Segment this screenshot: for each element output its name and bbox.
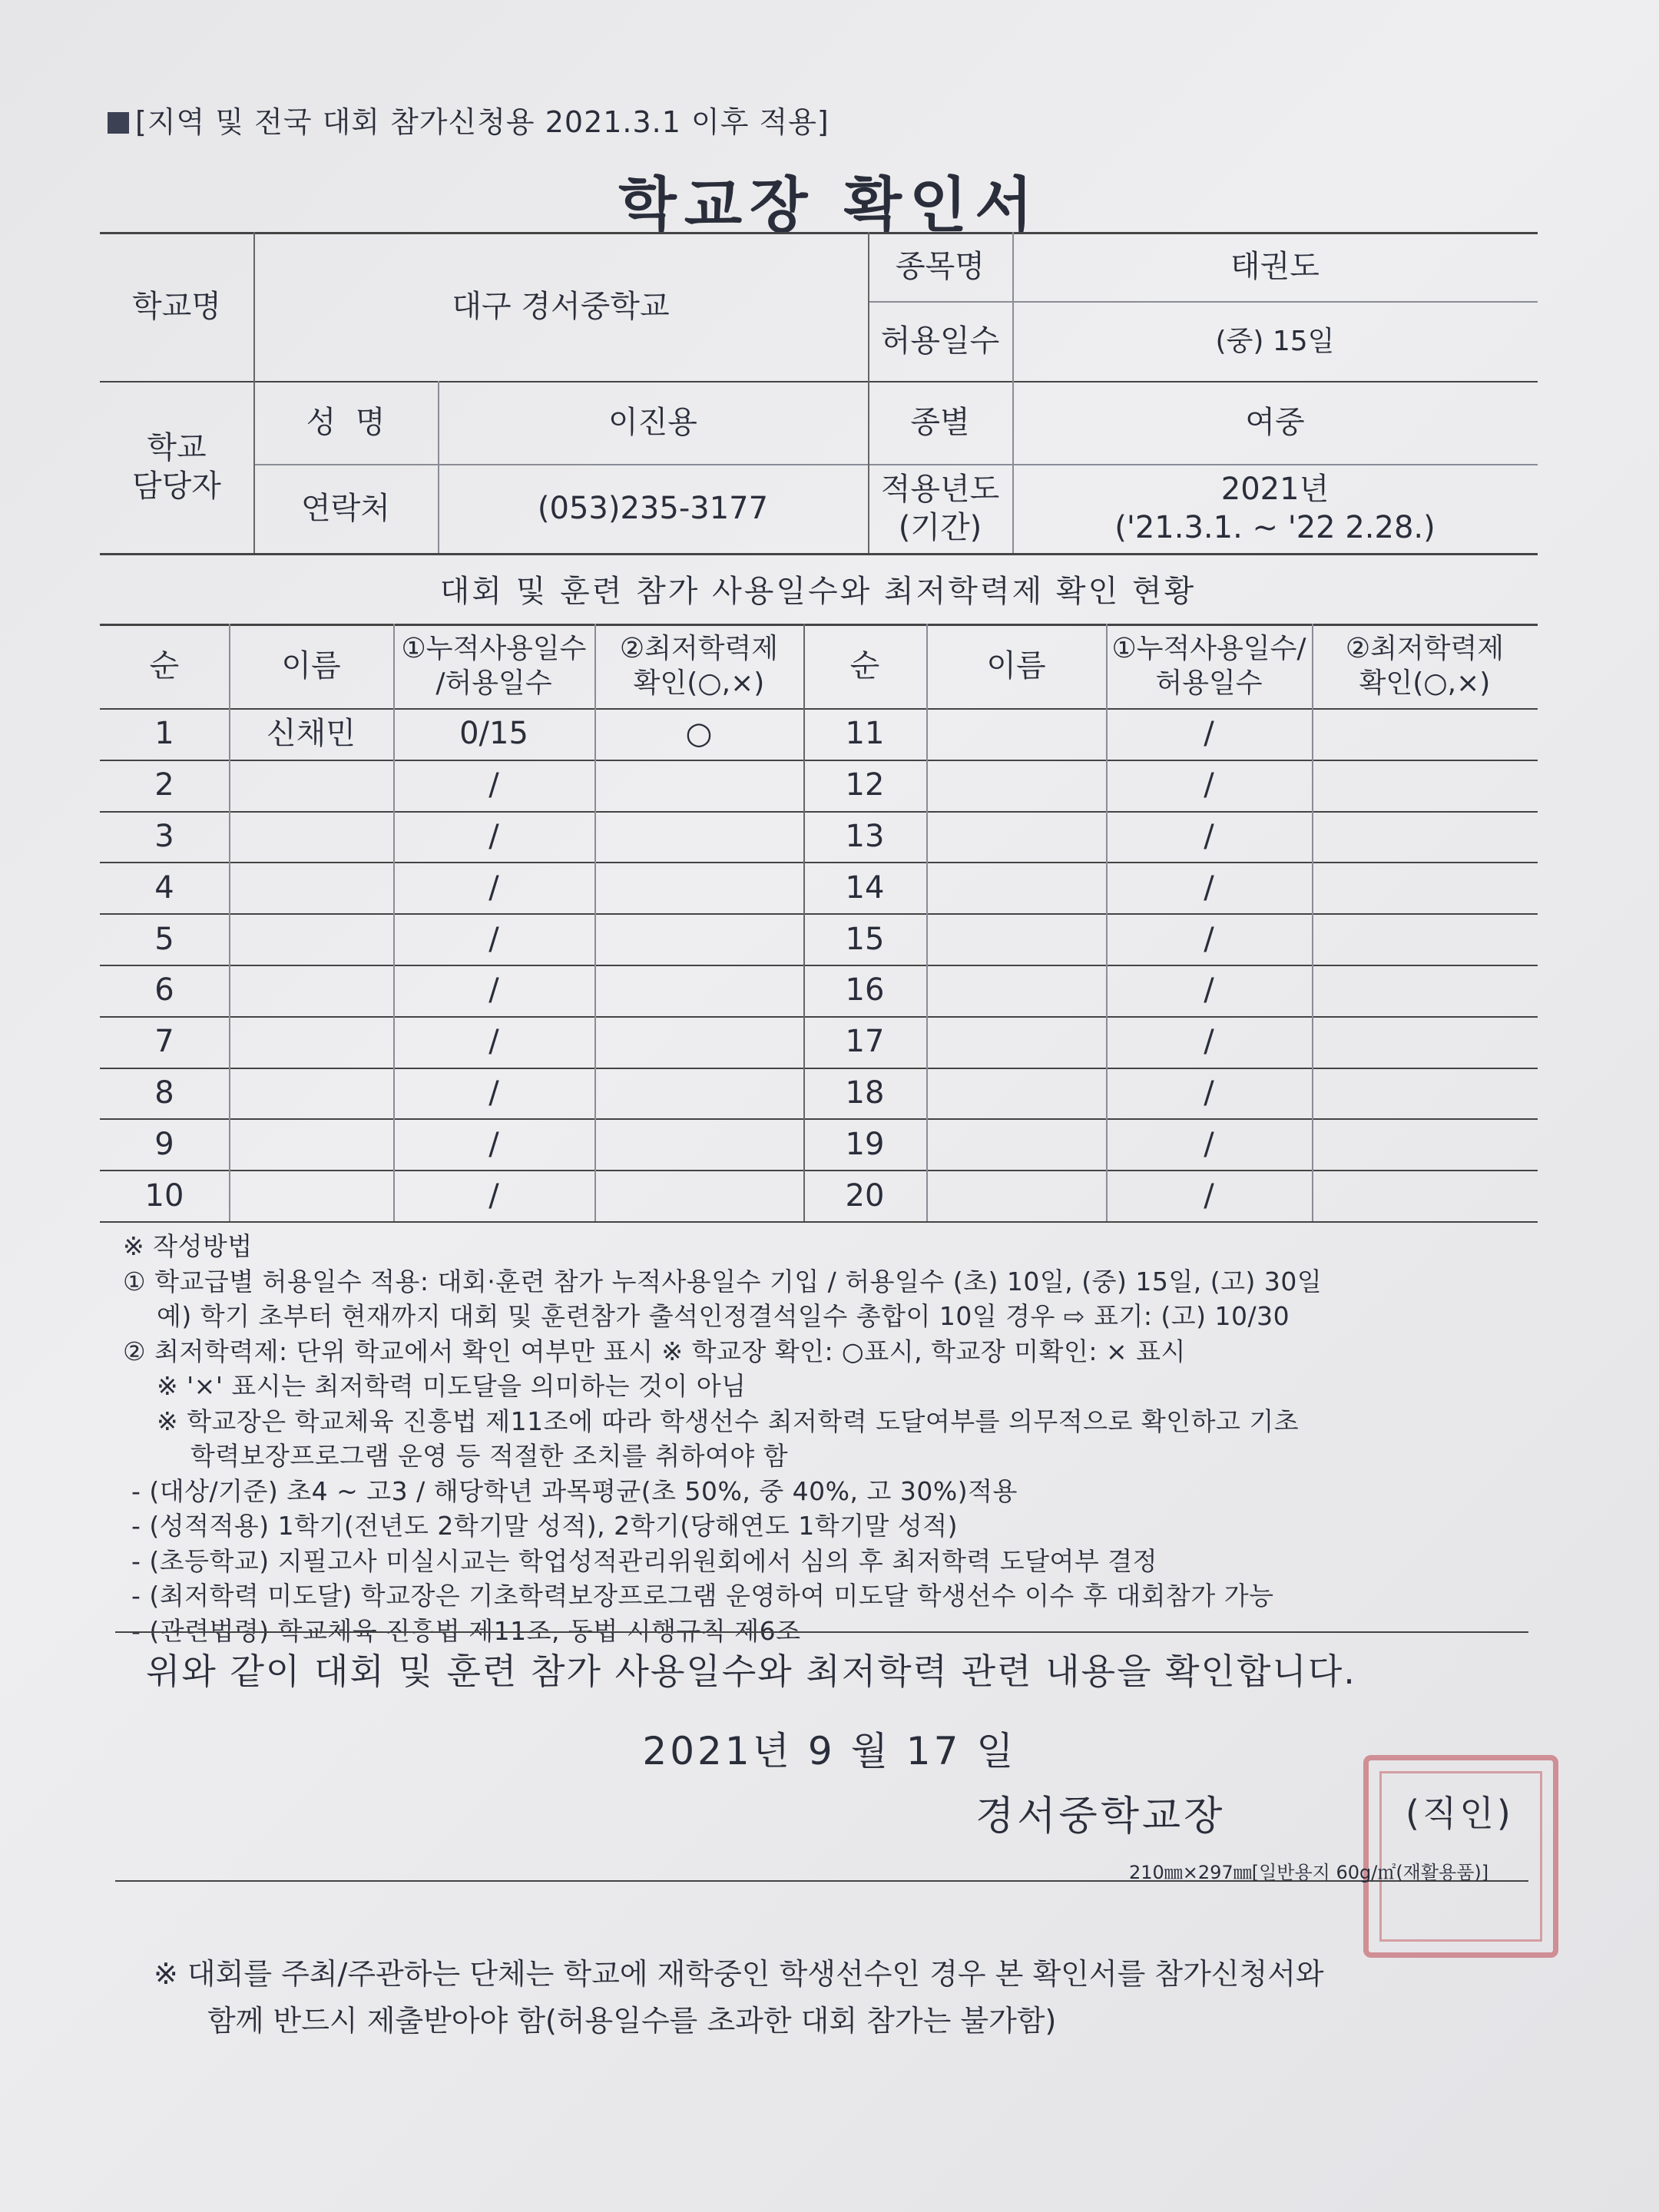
table-cell-days: /	[488, 869, 499, 906]
table-cell-check	[594, 1118, 803, 1170]
table-cell-days: /	[1204, 1024, 1214, 1060]
header-note-text: [지역 및 전국 대회 참가신청용 2021.3.1 이후 적용]	[135, 105, 830, 139]
table-cell-days: /	[1204, 869, 1214, 906]
table-cell-no: 10	[144, 1177, 184, 1214]
school-value: 대구 경서중학교	[452, 289, 670, 324]
allowed-days-label: 허용일수	[880, 323, 1000, 359]
table-cell-check	[1312, 1170, 1538, 1221]
table-cell-check	[1312, 760, 1538, 811]
table-cell-days: 0/15	[459, 716, 528, 752]
table-cell-no: 1	[154, 716, 174, 752]
table-cell-days: /	[488, 921, 499, 957]
table-cell-check	[1312, 862, 1538, 913]
table-cell-days: /	[488, 818, 499, 854]
header-no: 순	[149, 648, 180, 684]
table-cell-no: 11	[845, 716, 885, 752]
table-cell-check	[594, 965, 803, 1016]
table-cell-check	[594, 1068, 803, 1119]
name-value: 이진용	[608, 405, 697, 440]
table-cell-check	[1312, 913, 1538, 965]
instruction-line: ② 최저학력제: 단위 학교에서 확인 여부만 표시 ※ 학교장 확인: ○표시, 학교장 미확인: × 표시	[123, 1336, 1186, 1366]
header-min-line2: 확인(○,×)	[633, 667, 765, 699]
table-cell-check	[1312, 965, 1538, 1016]
table-cell-days: /	[1204, 1177, 1214, 1214]
school-label: 학교명	[132, 289, 221, 324]
seal-label: (직인)	[1406, 1793, 1514, 1834]
header-minimum	[594, 624, 803, 708]
table-cell-name	[229, 760, 393, 811]
table-cell-days: /	[488, 1075, 499, 1111]
square-bullet-icon	[108, 112, 129, 134]
header-min-line1: ②최저학력제	[1345, 633, 1505, 664]
section-title: 대회 및 훈련 참가 사용일수와 최저학력제 확인 현황	[439, 574, 1197, 609]
table-cell-no: 5	[154, 921, 174, 957]
footer-note	[154, 1951, 1324, 2045]
table-cell-days: /	[488, 972, 499, 1008]
allowed-days-value: (중) 15일	[1215, 325, 1335, 357]
instruction-line: 예) 학기 초부터 현재까지 대회 및 훈련참가 출석인정결석일수 총합이 10일 경우 ⇨ 표기: (고) 10/30	[123, 1301, 1290, 1332]
table-cell-no: 17	[845, 1024, 885, 1060]
table-cell-check	[594, 760, 803, 811]
header-days-line1: ①누적사용일수	[401, 633, 587, 664]
table-cell-check	[594, 1170, 803, 1221]
principal-title: 경서중학교장	[975, 1793, 1226, 1839]
gender-value: 여중	[1245, 405, 1305, 440]
table-cell-name	[229, 913, 393, 965]
phone-value: (053)235-3177	[537, 491, 769, 526]
table-cell-days: /	[1204, 818, 1214, 854]
table-cell-check	[594, 913, 803, 965]
table-cell-check	[594, 1016, 803, 1068]
header-name: 이름	[281, 648, 341, 684]
table-cell-days: /	[1204, 716, 1214, 752]
header-days-line2: /허용일수	[435, 667, 552, 699]
table-cell-name	[229, 965, 393, 1016]
table-cell-no: 3	[154, 818, 174, 854]
table-cell-no: 6	[154, 972, 174, 1008]
instruction-line: ① 학교급별 허용일수 적용: 대회·훈련 참가 누적사용일수 기입 / 허용일수 (초) 10일, (중) 15일, (고) 30일	[123, 1266, 1323, 1296]
table-cell-no: 16	[845, 972, 885, 1008]
header-days-line2: 허용일수	[1155, 667, 1263, 699]
instruction-line: ※ 학교장은 학교체육 진흥법 제11조에 따라 학생선수 최저학력 도달여부를 의무적으로 확인하고 기초	[123, 1406, 1300, 1436]
instruction-line: - (성적적용) 1학기(전년도 2학기말 성적), 2학기(당해연도 1학기말 성적)	[123, 1511, 958, 1541]
table-cell-name: 신채민	[267, 716, 356, 752]
table-cell-no: 14	[845, 869, 885, 906]
table-cell-no: 18	[845, 1075, 885, 1111]
table-cell-check	[594, 862, 803, 913]
table-cell-days: /	[488, 1024, 499, 1060]
table-cell-name	[229, 1016, 393, 1068]
footer-line: ※ 대회를 주최/주관하는 단체는 학교에 재학중인 학생선수인 경우 본 확인서를 참가신청서와	[154, 1957, 1324, 1991]
year-label-line2: (기간)	[898, 510, 982, 545]
gender-label: 종별	[910, 405, 970, 440]
table-cell-name	[926, 811, 1106, 863]
table-cell-days: /	[1204, 972, 1214, 1008]
instruction-line: ※ 작성방법	[123, 1231, 253, 1261]
instruction-line: - (최저학력 미도달) 학교장은 기초학력보장프로그램 운영하여 미도달 학생선수 이수 후 대회참가 가능	[123, 1581, 1274, 1611]
divider	[115, 1631, 1528, 1633]
table-cell-no: 12	[845, 767, 885, 803]
header-minimum	[1312, 624, 1538, 708]
header-min-line2: 확인(○,×)	[1359, 667, 1491, 699]
instruction-line: 학력보장프로그램 운영 등 적절한 조치를 취하여야 함	[123, 1441, 789, 1472]
instruction-line: - (초등학교) 지필고사 미실시교는 학업성적관리위원회에서 심의 후 최저학력 도달여부 결정	[123, 1545, 1158, 1576]
table-cell-no: 13	[845, 818, 885, 854]
year-value-line2: ('21.3.1. ~ '22 2.28.)	[1114, 510, 1435, 545]
name-label: 성 명	[306, 405, 386, 440]
paper-spec: 210㎜×297㎜[일반용지 60g/㎡(재활용품)]	[1129, 1862, 1489, 1883]
table-cell-name	[926, 1068, 1106, 1119]
table-cell-name	[926, 862, 1106, 913]
table-cell-check	[1312, 1068, 1538, 1119]
table-cell-no: 2	[154, 767, 174, 803]
table-cell-days: /	[488, 1126, 499, 1162]
instructions	[123, 1229, 1544, 1648]
confirmation-statement: 위와 같이 대회 및 훈련 참가 사용일수와 최저학력 관련 내용을 확인합니다.	[146, 1651, 1356, 1692]
sport-label: 종목명	[896, 249, 985, 284]
table-cell-check: ○	[685, 716, 713, 752]
table-cell-name	[926, 1118, 1106, 1170]
header-name: 이름	[986, 648, 1046, 684]
table-cell-no: 20	[845, 1177, 885, 1214]
table-cell-check	[1312, 811, 1538, 863]
table-cell-check	[1312, 1118, 1538, 1170]
year-value	[1012, 464, 1538, 553]
year-label-line1: 적용년도	[880, 472, 1000, 507]
header-days	[1106, 624, 1312, 708]
contact-person-label	[100, 381, 253, 553]
table-cell-name	[926, 965, 1106, 1016]
table-cell-name	[229, 1068, 393, 1119]
table-cell-days: /	[488, 767, 499, 803]
table-cell-name	[926, 1170, 1106, 1221]
instruction-line: - (관련법령) 학교체육 진흥법 제11조, 동법 시행규칙 제6조	[123, 1615, 801, 1646]
table-cell-no: 15	[845, 921, 885, 957]
table-cell-name	[229, 862, 393, 913]
header-note	[108, 98, 830, 141]
table-cell-days: /	[1204, 1075, 1214, 1111]
table-cell-days: /	[1204, 921, 1214, 957]
table-cell-name	[229, 1118, 393, 1170]
year-label	[868, 464, 1012, 553]
table-cell-no: 8	[154, 1075, 174, 1111]
table-cell-check	[594, 811, 803, 863]
table-cell-name	[229, 1170, 393, 1221]
table-cell-name	[926, 1016, 1106, 1068]
table-cell-name	[926, 913, 1106, 965]
table-cell-name	[229, 811, 393, 863]
signature-date: 2021년 9 월 17 일	[642, 1729, 1017, 1773]
header-min-line1: ②최저학력제	[619, 633, 779, 664]
instruction-line: ※ '×' 표시는 최저학력 미도달을 의미하는 것이 아님	[123, 1371, 747, 1402]
divider	[100, 1221, 1538, 1223]
table-cell-check	[1312, 1016, 1538, 1068]
year-value-line1: 2021년	[1220, 472, 1330, 507]
contact-label-line1: 학교	[147, 430, 207, 465]
table-cell-name	[926, 760, 1106, 811]
phone-label: 연락처	[301, 491, 390, 526]
sport-value: 태권도	[1230, 249, 1320, 284]
document-title: 학교장 확인서	[618, 171, 1041, 240]
table-cell-no: 19	[845, 1126, 885, 1162]
header-no: 순	[849, 648, 880, 684]
table-cell-days: /	[488, 1177, 499, 1214]
table-cell-check	[1312, 708, 1538, 760]
header-days	[393, 624, 594, 708]
table-cell-no: 4	[154, 869, 174, 906]
header-days-line1: ①누적사용일수/	[1111, 633, 1306, 664]
footer-line: 함께 반드시 제출받아야 함(허용일수를 초과한 대회 참가는 불가함)	[207, 2003, 1057, 2038]
instruction-line: - (대상/기준) 초4 ~ 고3 / 해당학년 과목평균(초 50%, 중 40%, 고 30%)적용	[123, 1475, 1018, 1506]
table-cell-no: 7	[154, 1024, 174, 1060]
table-cell-days: /	[1204, 767, 1214, 803]
table-cell-name	[926, 708, 1106, 760]
divider	[100, 553, 1538, 555]
table-cell-days: /	[1204, 1126, 1214, 1162]
table-cell-no: 9	[154, 1126, 174, 1162]
contact-label-line2: 담당자	[132, 469, 221, 504]
